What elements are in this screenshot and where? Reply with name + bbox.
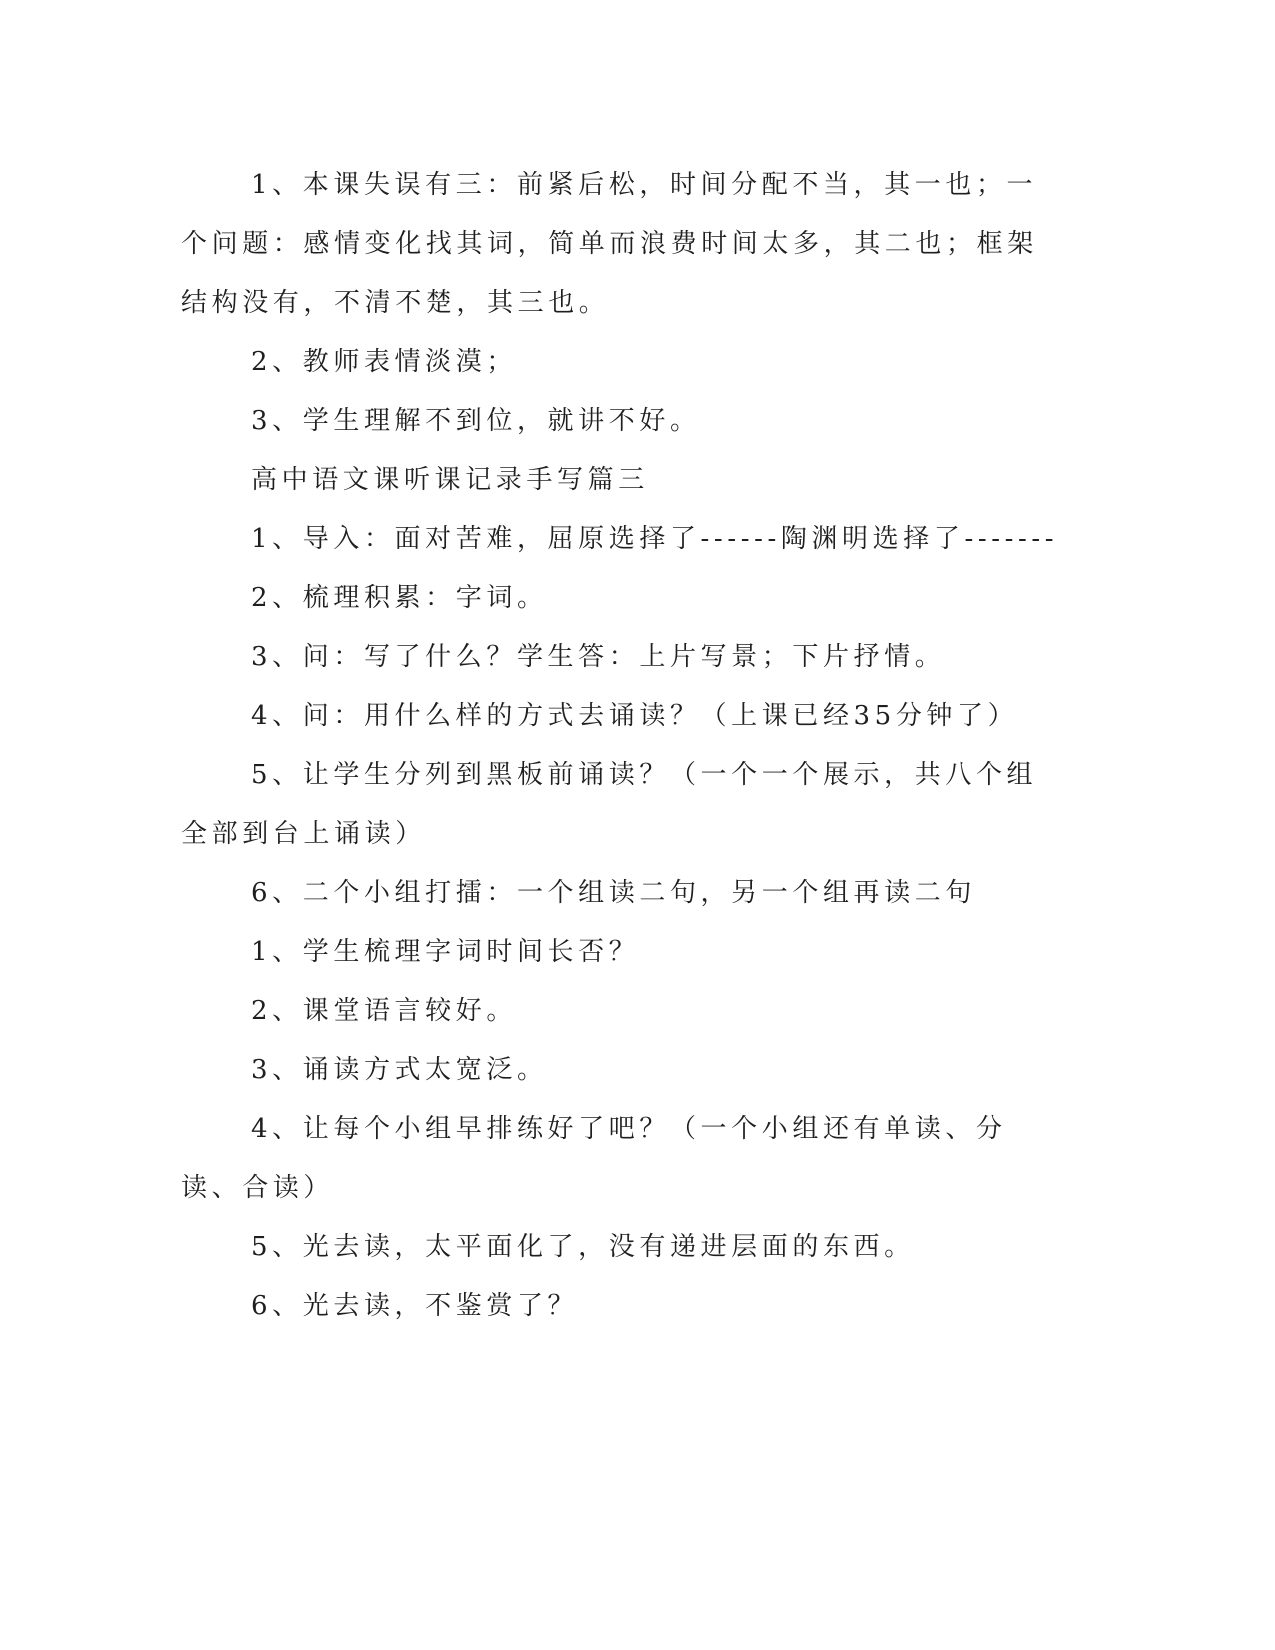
paragraph-13: 3、诵读方式太宽泛。 — [251, 1055, 548, 1085]
paragraph-7: 3、问：写了什么？学生答：上片写景；下片抒情。 — [251, 642, 946, 672]
document-body — [181, 156, 1061, 1336]
paragraph-16: 6、光去读，不鉴赏了？ — [251, 1291, 579, 1321]
paragraph-9: 5、让学生分列到黑板前诵读？（一个一个展示，共八个组全部到台上诵读） — [181, 760, 1038, 849]
paragraph-3: 3、学生理解不到位，就讲不好。 — [251, 406, 701, 436]
section-heading: 高中语文课听课记录手写篇三 — [251, 465, 649, 495]
paragraph-12: 2、课堂语言较好。 — [251, 996, 517, 1026]
paragraph-15: 5、光去读，太平面化了，没有递进层面的东西。 — [251, 1232, 915, 1262]
paragraph-5: 1、导入：面对苦难，屈原选择了------陶渊明选择了------- — [251, 524, 1059, 554]
paragraph-8: 4、问：用什么样的方式去诵读？（上课已经35分钟了） — [251, 701, 1019, 731]
paragraph-6: 2、梳理积累：字词。 — [251, 583, 548, 613]
paragraph-10: 6、二个小组打擂：一个组读二句，另一个组再读二句 — [251, 878, 976, 908]
paragraph-1: 1、本课失误有三：前紧后松，时间分配不当，其一也；一个问题：感情变化找其词，简单而浪费时间太多，其二也；框架结构没有，不清不楚，其三也。 — [181, 170, 1038, 318]
paragraph-11: 1、学生梳理字词时间长否？ — [251, 937, 640, 967]
paragraph-2: 2、教师表情淡漠； — [251, 347, 517, 377]
paragraph-14: 4、让每个小组早排练好了吧？（一个小组还有单读、分读、合读） — [181, 1114, 1007, 1203]
